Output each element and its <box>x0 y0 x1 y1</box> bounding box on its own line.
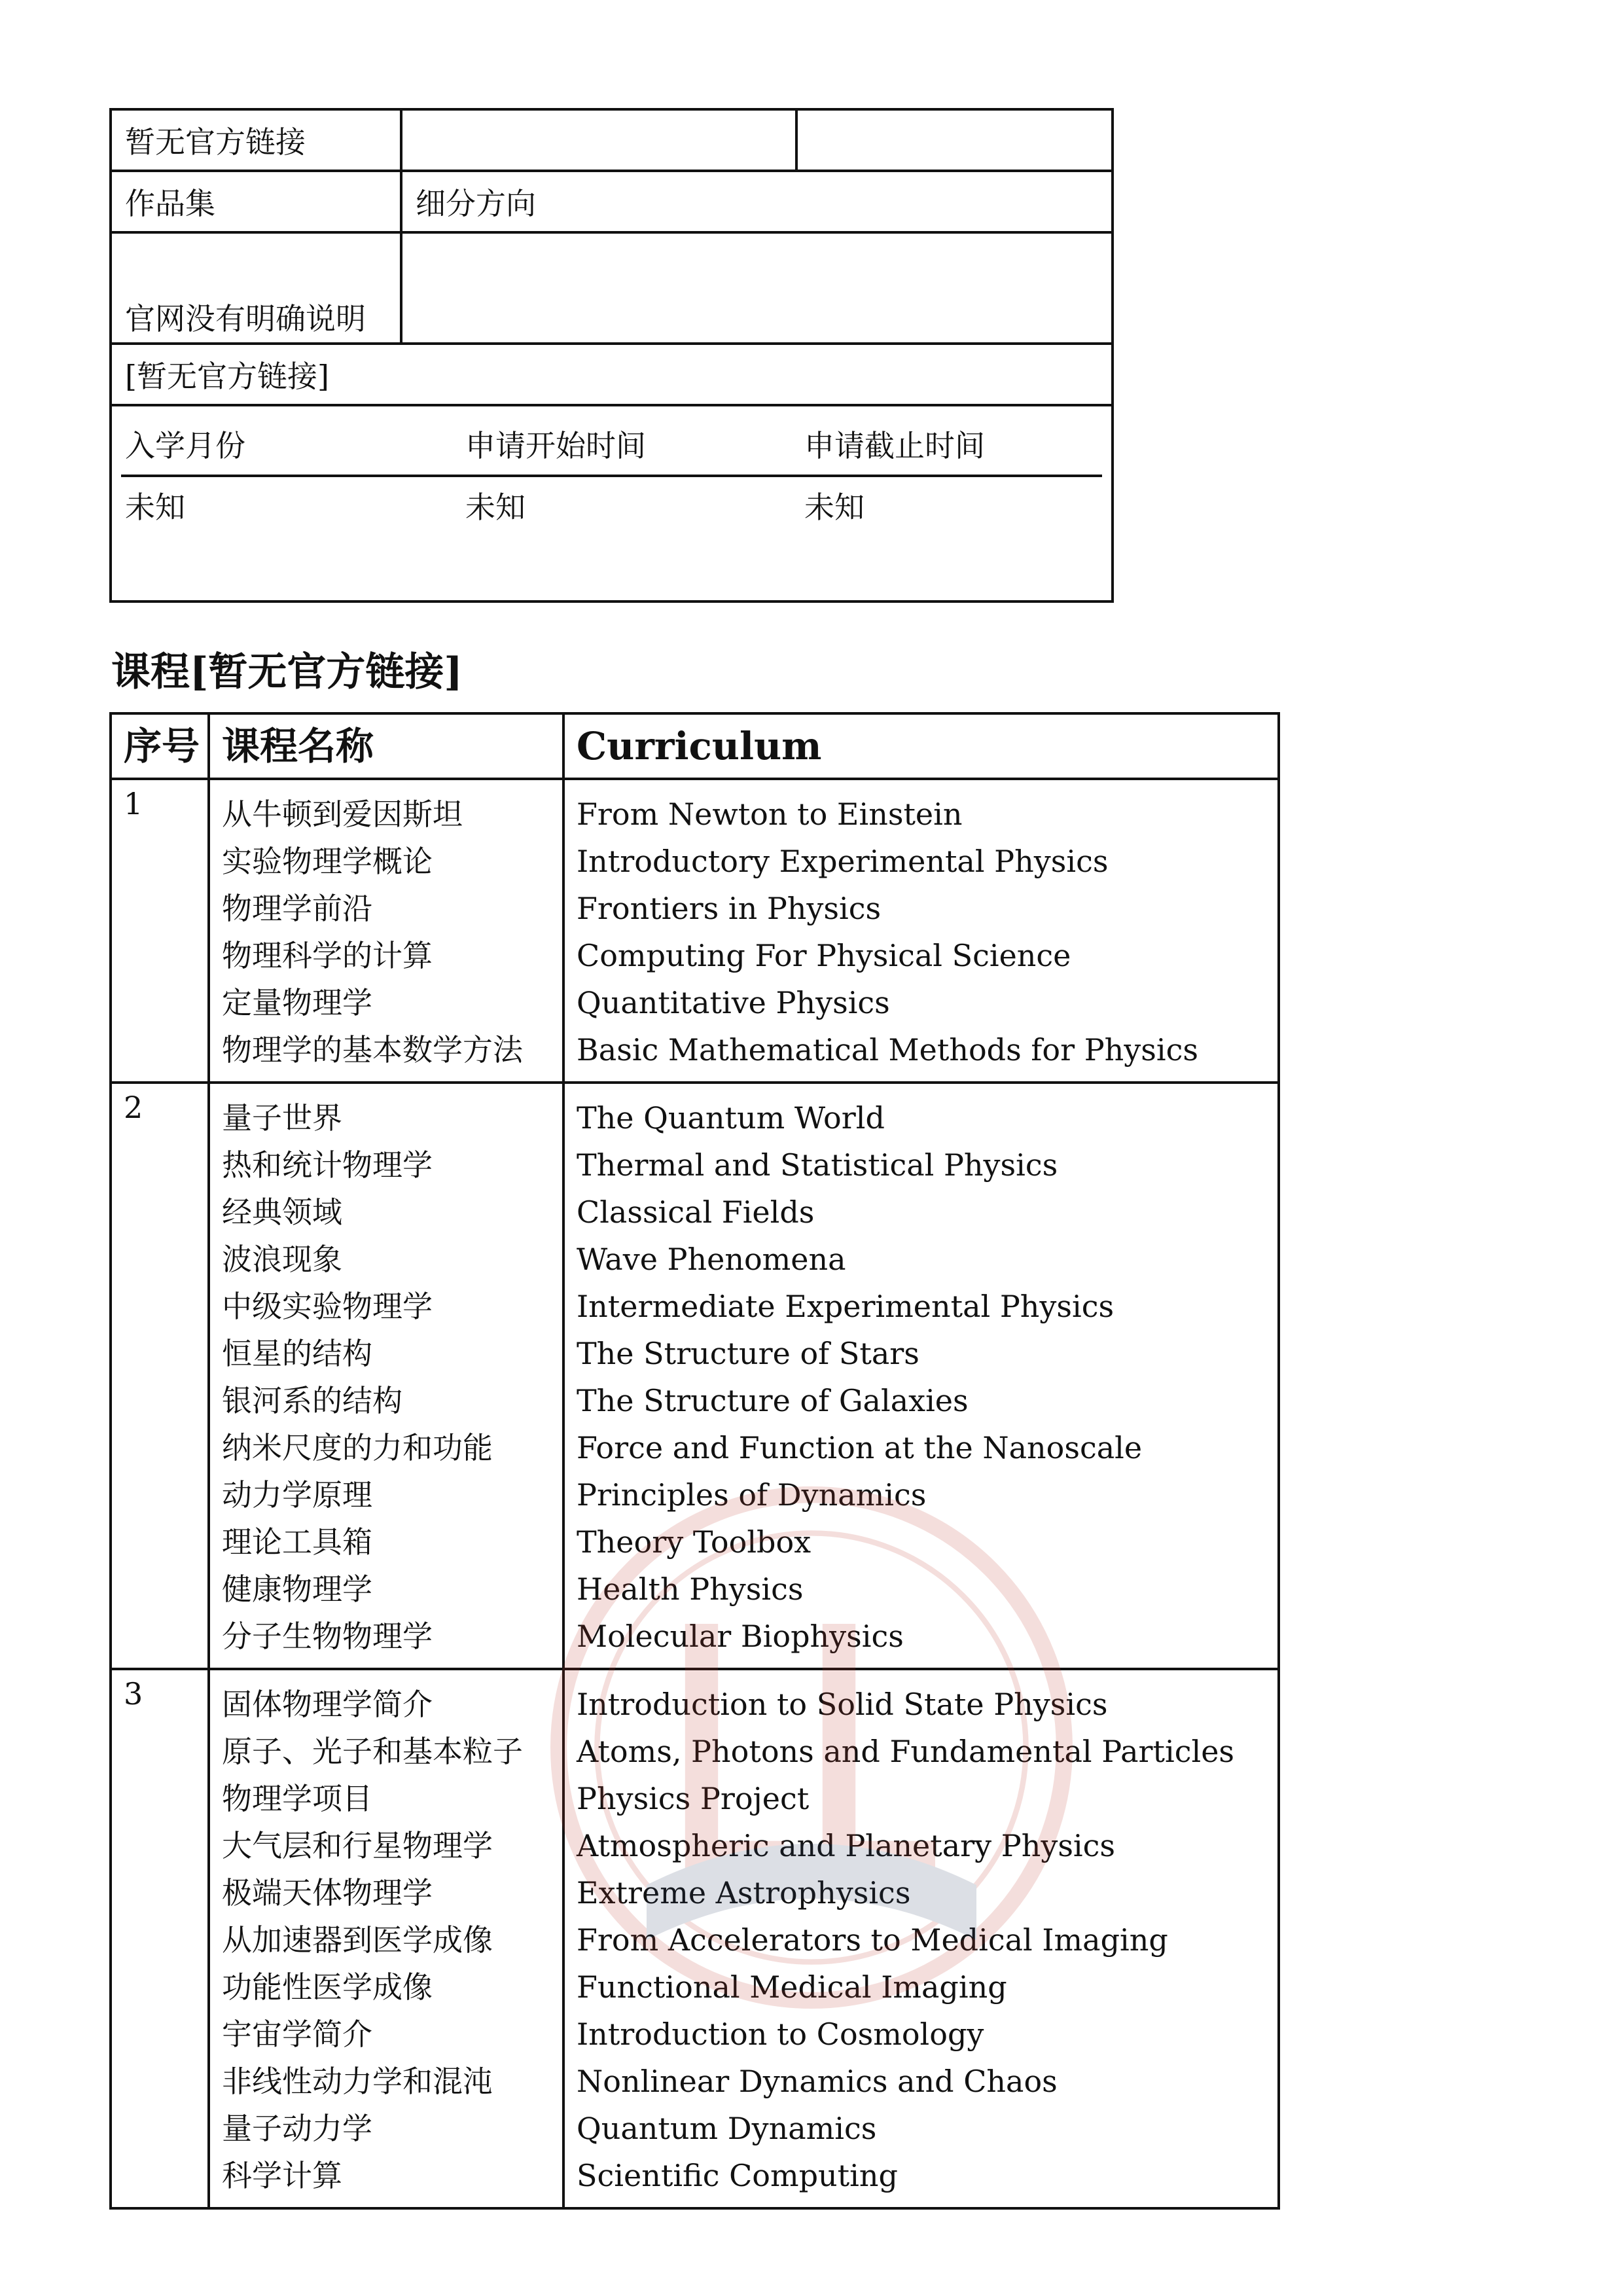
course-name-cn: 非线性动力学和混沌 <box>222 2064 493 2099</box>
course-name-cn: 功能性医学成像 <box>222 1969 433 2005</box>
group-number-cell <box>111 1083 209 1669</box>
course-name-cn-cell <box>209 779 563 1083</box>
program-info-table <box>109 108 1114 603</box>
intake-month-value: 未知 <box>125 490 185 525</box>
course-name-cn: 量子动力学 <box>222 2111 372 2146</box>
course-name-en: Atmospheric and Planetary Physics <box>577 1828 1116 1863</box>
subdirection-label: 细分方向 <box>416 186 536 221</box>
course-name-cn: 实验物理学概论 <box>222 844 433 879</box>
course-name-cn: 健康物理学 <box>222 1571 372 1607</box>
group-number: 2 <box>124 1090 143 1125</box>
course-name-en: Classical Fields <box>577 1194 815 1230</box>
dates-block <box>112 406 1111 600</box>
course-name-en: Health Physics <box>577 1571 804 1607</box>
course-name-en: Introduction to Solid State Physics <box>577 1687 1108 1722</box>
group-number-cell <box>111 779 209 1083</box>
course-name-en: From Accelerators to Medical Imaging <box>577 1922 1168 1958</box>
application-open-value: 未知 <box>465 490 526 525</box>
course-name-cn: 物理科学的计算 <box>222 938 433 973</box>
course-name-en: Force and Function at the Nanoscale <box>577 1430 1143 1465</box>
courses-heading: 课程[暂无官方链接] <box>111 649 463 695</box>
course-name-cn: 从加速器到医学成像 <box>222 1922 493 1958</box>
course-name-cn: 原子、光子和基本粒子 <box>222 1734 523 1769</box>
course-name-cn: 物理学项目 <box>222 1781 372 1816</box>
empty-cell <box>401 109 796 171</box>
course-name-en: Introduction to Cosmology <box>577 2017 984 2052</box>
course-name-cn: 物理学的基本数学方法 <box>222 1032 523 1067</box>
course-name-cn: 恒星的结构 <box>222 1336 372 1371</box>
table-row <box>111 779 1279 1083</box>
course-name-en: Extreme Astrophysics <box>577 1875 911 1910</box>
course-name-cn: 大气层和行星物理学 <box>222 1828 493 1863</box>
course-name-en: Quantum Dynamics <box>577 2111 877 2146</box>
course-name-en: Principles of Dynamics <box>577 1477 927 1513</box>
subdirection-value-cell <box>401 232 1113 344</box>
course-name-cn: 极端天体物理学 <box>222 1875 433 1910</box>
course-name-cn: 中级实验物理学 <box>222 1289 433 1324</box>
course-name-cn-cell <box>209 1669 563 2208</box>
course-name-en-cell <box>563 1083 1279 1669</box>
course-name-cn: 固体物理学简介 <box>222 1687 433 1722</box>
official-link-text: 暂无官方链接 <box>125 124 306 160</box>
group-number-cell <box>111 1669 209 2208</box>
course-name-cn: 定量物理学 <box>222 985 372 1020</box>
column-header-course-name: 课程名称 <box>209 713 563 779</box>
course-name-cn: 银河系的结构 <box>222 1383 402 1418</box>
official-link-cell <box>111 109 401 171</box>
course-name-en: Theory Toolbox <box>577 1524 812 1560</box>
course-name-cn-cell <box>209 1083 563 1669</box>
course-name-en: Intermediate Experimental Physics <box>577 1289 1115 1324</box>
group-number: 1 <box>124 786 143 821</box>
course-name-en: Thermal and Statistical Physics <box>577 1147 1058 1183</box>
course-name-cn: 经典领域 <box>222 1194 342 1230</box>
group-number: 3 <box>124 1676 143 1712</box>
column-header-number: 序号 <box>111 713 209 779</box>
course-name-en-cell <box>563 779 1279 1083</box>
course-name-cn: 宇宙学简介 <box>222 2017 372 2052</box>
course-name-en: Wave Phenomena <box>577 1242 846 1277</box>
link-note-cell <box>111 344 1113 405</box>
intake-month-header: 入学月份 <box>125 428 245 463</box>
course-name-cn: 动力学原理 <box>222 1477 372 1513</box>
application-open-header: 申请开始时间 <box>465 428 646 463</box>
course-name-en: Molecular Biophysics <box>577 1619 904 1654</box>
course-name-en: Introductory Experimental Physics <box>577 844 1109 879</box>
application-deadline-header: 申请截止时间 <box>804 428 985 463</box>
course-name-en: The Structure of Galaxies <box>577 1383 969 1418</box>
course-name-en: Computing For Physical Science <box>577 938 1071 973</box>
course-name-en: From Newton to Einstein <box>577 797 963 832</box>
course-name-en-cell <box>563 1669 1279 2208</box>
table-row <box>111 1083 1279 1669</box>
course-name-en: The Quantum World <box>577 1100 885 1136</box>
column-header-curriculum: Curriculum <box>563 713 1279 779</box>
table-row <box>111 1669 1279 2208</box>
course-name-en: Frontiers in Physics <box>577 891 882 926</box>
link-note: [暂无官方链接] <box>125 359 329 394</box>
table-header-row <box>111 713 1279 779</box>
dates-cell <box>111 405 1113 601</box>
course-name-cn: 量子世界 <box>222 1100 342 1136</box>
course-name-cn: 理论工具箱 <box>222 1524 372 1560</box>
curriculum-body <box>111 779 1279 2208</box>
course-name-cn: 科学计算 <box>222 2158 342 2193</box>
course-name-en: Atoms, Photons and Fundamental Particles <box>577 1734 1235 1769</box>
course-name-en: The Structure of Stars <box>577 1336 919 1371</box>
subdirection-label-cell <box>401 171 1113 232</box>
divider <box>121 475 1102 477</box>
course-name-cn: 纳米尺度的力和功能 <box>222 1430 493 1465</box>
course-name-cn: 波浪现象 <box>222 1242 342 1277</box>
course-name-cn: 热和统计物理学 <box>222 1147 433 1183</box>
curriculum-table <box>109 712 1280 2210</box>
course-name-en: Nonlinear Dynamics and Chaos <box>577 2064 1058 2099</box>
course-name-en: Basic Mathematical Methods for Physics <box>577 1032 1198 1067</box>
course-name-cn: 从牛顿到爱因斯坦 <box>222 797 463 832</box>
course-name-en: Physics Project <box>577 1781 810 1816</box>
portfolio-value: 官网没有明确说明 <box>125 301 366 336</box>
empty-cell <box>796 109 1113 171</box>
course-name-en: Scientific Computing <box>577 2158 898 2193</box>
portfolio-value-cell <box>111 232 401 344</box>
portfolio-label-cell <box>111 171 401 232</box>
application-deadline-value: 未知 <box>804 490 865 525</box>
course-name-cn: 物理学前沿 <box>222 891 372 926</box>
course-name-en: Quantitative Physics <box>577 985 890 1020</box>
portfolio-label: 作品集 <box>125 186 215 221</box>
course-name-cn: 分子生物物理学 <box>222 1619 433 1654</box>
course-name-en: Functional Medical Imaging <box>577 1969 1007 2005</box>
